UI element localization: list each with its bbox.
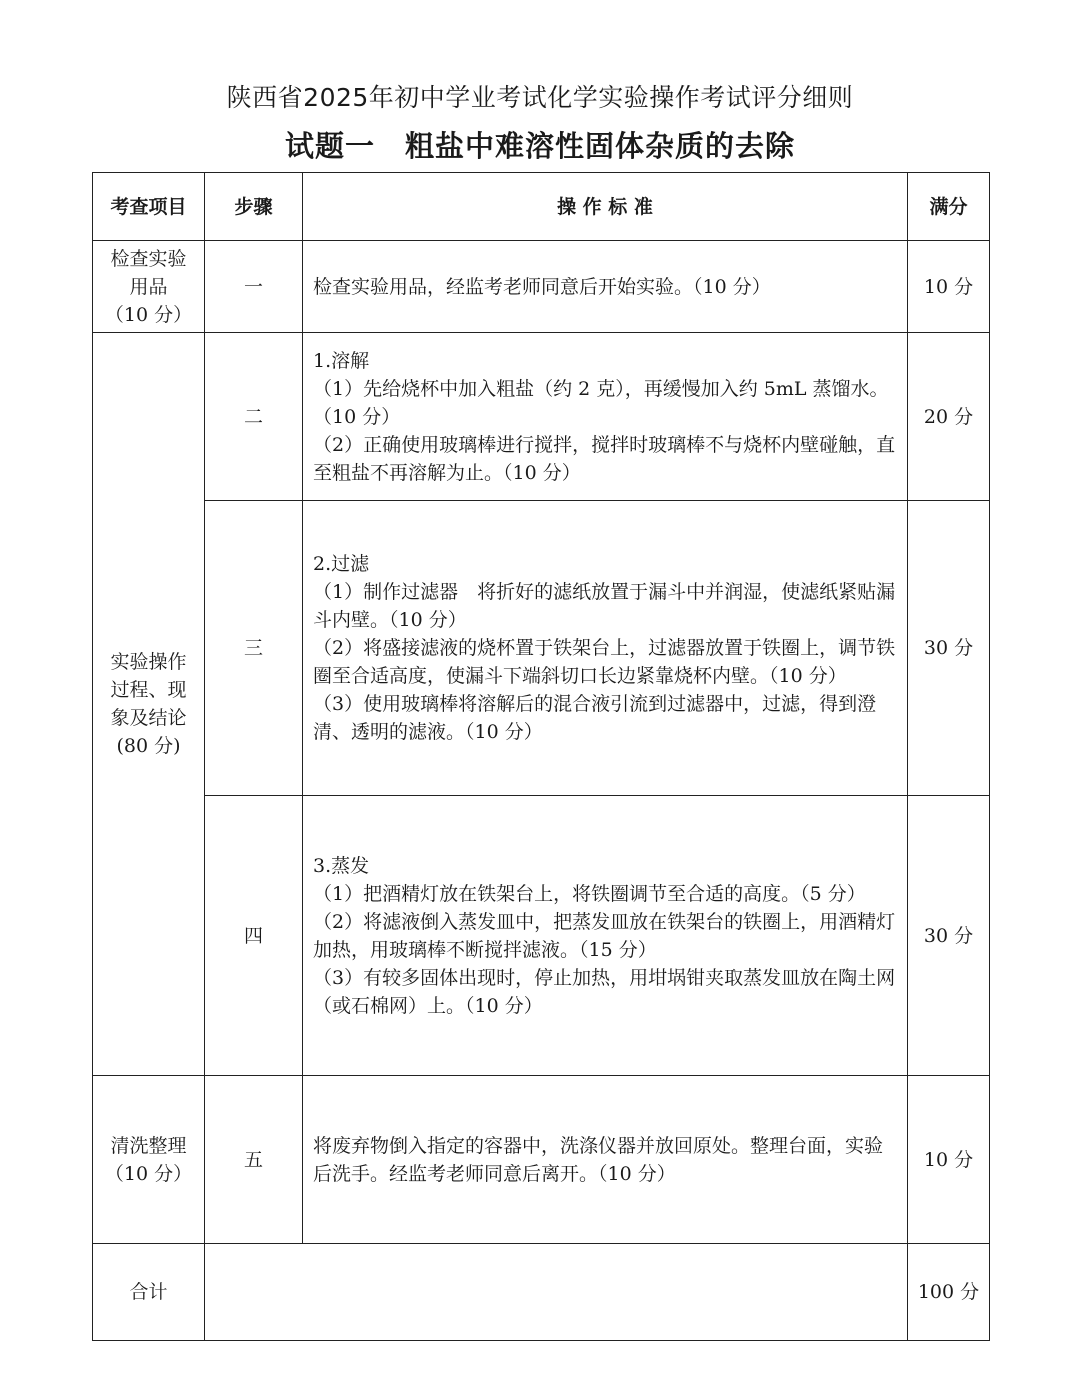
standard-cell <box>303 241 908 333</box>
score-cell: 20 分 <box>908 333 990 501</box>
score-cell: 10 分 <box>908 1076 990 1244</box>
standard-line: 将废弃物倒入指定的容器中，洗涤仪器并放回原处。整理台面，实验后洗手。经监考老师同意后离开。（10 分） <box>313 1134 884 1185</box>
step-cell: 一 <box>205 241 303 333</box>
header-step: 步骤 <box>205 173 303 241</box>
standard-line: 检查实验用品，经监考老师同意后开始实验。（10 分） <box>313 275 771 298</box>
header-standard: 操 作 标 准 <box>303 173 908 241</box>
total-label: 合计 <box>93 1244 205 1341</box>
step-cell: 三 <box>205 501 303 796</box>
item-line: （10 分） <box>104 303 193 326</box>
item-line: 过程、现 <box>110 679 187 701</box>
item-cell <box>93 333 205 1076</box>
standard-line: （2）将盛接滤液的烧杯置于铁架台上，过滤器放置于铁圈上，调节铁圈至合适高度，使漏斗下端斜切口长边紧靠烧杯内壁。（10 分） <box>313 637 896 687</box>
score-cell: 10 分 <box>908 241 990 333</box>
standard-cell <box>303 1076 908 1244</box>
item-line: （10 分） <box>104 1162 193 1185</box>
item-line: 实验操作 <box>110 651 187 673</box>
standard-line: 1.溶解 <box>313 349 370 372</box>
standard-line: 3.蒸发 <box>313 854 370 877</box>
table-row <box>93 501 990 796</box>
table-row <box>93 796 990 1076</box>
step-cell: 四 <box>205 796 303 1076</box>
step-cell: 五 <box>205 1076 303 1244</box>
document-subtitle: 试题一 粗盐中难溶性固体杂质的去除 <box>284 129 795 163</box>
score-cell: 30 分 <box>908 501 990 796</box>
total-row <box>93 1244 990 1341</box>
standard-cell <box>303 796 908 1076</box>
standard-line: （2）正确使用玻璃棒进行搅拌，搅拌时玻璃棒不与烧杯内壁碰触，直至粗盐不再溶解为止。（10 分） <box>313 433 896 484</box>
document-title: 陕西省2025年初中学业考试化学实验操作考试评分细则 <box>226 83 854 112</box>
standard-line: （1）先给烧杯中加入粗盐（约 2 克），再缓慢加入约 5mL 蒸馏水。（10 分） <box>313 377 889 428</box>
header-score: 满分 <box>908 173 990 241</box>
standard-line: 2.过滤 <box>313 553 370 575</box>
item-line: 用品 <box>129 275 168 298</box>
table-header-row <box>93 173 990 241</box>
standard-cell <box>303 333 908 501</box>
standard-line: （3）使用玻璃棒将溶解后的混合液引流到过滤器中，过滤，得到澄清、透明的滤液。（10 分） <box>313 693 877 743</box>
standard-line: （3）有较多固体出现时，停止加热，用坩埚钳夹取蒸发皿放在陶土网（或石棉网）上。（10 分） <box>313 966 896 1017</box>
step-cell: 二 <box>205 333 303 501</box>
item-line: 清洗整理 <box>110 1134 187 1157</box>
table-row <box>93 1076 990 1244</box>
item-cell <box>93 241 205 333</box>
total-empty-cell <box>205 1244 908 1341</box>
table-row <box>93 333 990 501</box>
scoring-table <box>92 172 990 1341</box>
standard-line: （1）制作过滤器 将折好的滤纸放置于漏斗中并润湿，使滤纸紧贴漏斗内壁。（10 分） <box>313 581 896 631</box>
item-line: 检查实验 <box>110 247 187 270</box>
standard-line: （1）把酒精灯放在铁架台上，将铁圈调节至合适的高度。（5 分） <box>313 882 866 905</box>
table-row <box>93 241 990 333</box>
item-cell <box>93 1076 205 1244</box>
standard-line: （2）将滤液倒入蒸发皿中，把蒸发皿放在铁架台的铁圈上，用酒精灯加热，用玻璃棒不断搅拌滤液。（15 分） <box>313 910 896 961</box>
score-cell: 30 分 <box>908 796 990 1076</box>
header-item: 考查项目 <box>93 173 205 241</box>
standard-cell <box>303 501 908 796</box>
total-score: 100 分 <box>908 1244 990 1341</box>
item-line: 象及结论 <box>110 707 187 729</box>
item-line: (80 分) <box>116 735 181 757</box>
